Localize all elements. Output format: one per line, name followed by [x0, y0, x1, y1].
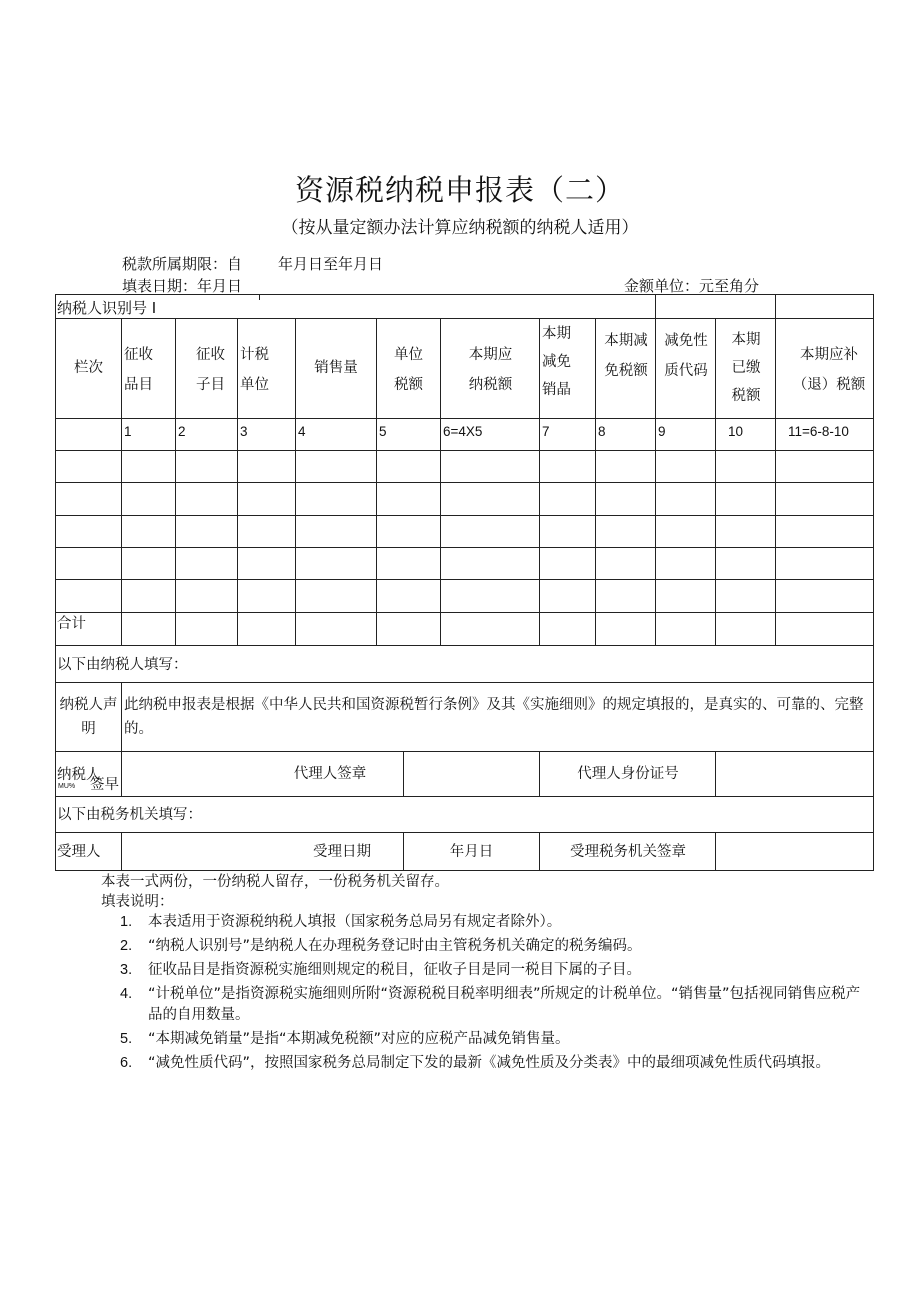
notes-list	[120, 912, 870, 1077]
note-index: 5.	[120, 1031, 133, 1047]
office-seal-label: 受理税务机关签章	[570, 844, 686, 860]
note-index: 3.	[120, 962, 133, 978]
period-label: 税款所属期限：自	[122, 255, 243, 273]
page-title: 资源税纳税申报表（二）	[294, 173, 625, 207]
amount-unit: 金额单位：元至角分	[624, 277, 760, 295]
notes-heading: 填表说明：	[101, 894, 174, 910]
col-num-1: 1	[124, 424, 132, 439]
col-num-3: 3	[240, 424, 248, 439]
receiver-label: 受理人	[57, 844, 101, 860]
header-exempt-code: 减免性质代码	[664, 333, 708, 379]
note-text: “计税单位”是指资源税实施细则所附“资源税税目税率明细表”所规定的计税单位。“销售量”包括视同销售应税产品的自用数量。	[148, 986, 861, 1023]
tax-office-fill-label: 以下由税务机关填写：	[57, 807, 202, 823]
header-exempt-tax: 本期减免税额	[604, 333, 648, 379]
taxpayer-sign-small: MU%	[58, 783, 76, 790]
agent-seal-label: 代理人签章	[293, 766, 367, 782]
total-label: 合计	[57, 616, 86, 632]
col-num-10: 10	[728, 424, 744, 439]
tick-mark	[259, 294, 260, 300]
header-exempt-sales: 本期减免销晶	[542, 326, 571, 398]
note-item	[120, 984, 870, 1026]
col-num-8: 8	[598, 424, 606, 439]
header-unit: 计税单位	[240, 347, 269, 393]
page-subtitle: （按从量定额办法计算应纳税额的纳税人适用）	[281, 218, 639, 238]
col-num-6: 6=4X5	[443, 424, 483, 439]
header-sales: 销售量	[314, 360, 358, 376]
declaration-label: 纳税人声明	[59, 697, 118, 737]
taxpayer-sign-text: 纳税人	[57, 767, 101, 783]
note-index: 4.	[120, 986, 133, 1002]
header-subitem: 征收子目	[196, 347, 225, 393]
col-num-7: 7	[542, 424, 550, 439]
note-index: 2.	[120, 938, 133, 954]
note-index: 6.	[120, 1055, 133, 1071]
taxpayer-id-label: 纳税人识别号 I	[57, 299, 157, 317]
header-refund: 本期应补（退）税额	[792, 347, 866, 393]
note-text: “减免性质代码”，按照国家税务总局制定下发的最新《减免性质及分类表》中的最细项减免性质代码填报。	[148, 1055, 831, 1071]
note-text: 本表适用于资源税纳税人填报（国家税务总局另有规定者除外）。	[148, 914, 562, 930]
taxpayer-fill-label: 以下由纳税人填写：	[57, 657, 188, 673]
header-unit-tax: 单位税额	[394, 347, 423, 393]
agent-id-label: 代理人身份证号	[577, 766, 679, 782]
col-num-9: 9	[658, 424, 666, 439]
note-item	[120, 912, 870, 933]
note-index: 1.	[120, 914, 133, 930]
header-item: 征收品目	[124, 347, 153, 393]
col-num-4: 4	[298, 424, 306, 439]
fill-date: 填表日期：年月日	[122, 277, 243, 295]
declaration-text: 此纳税申报表是根据《中华人民共和国资源税暂行条例》及其《实施细则》的规定填报的，是真实的、可靠的、完整的。	[124, 697, 864, 737]
note-text: “本期减免销量”是指“本期减免税额”对应的应税产品减免销售量。	[148, 1031, 570, 1047]
header-paid: 本期已缴税额	[731, 332, 761, 404]
header-payable: 本期应纳税额	[468, 347, 513, 393]
col-num-2: 2	[178, 424, 186, 439]
col-num-11: 11=6-8-10	[788, 424, 849, 439]
note-item	[120, 1053, 870, 1074]
note-item	[120, 1029, 870, 1050]
receive-date-value: 年月日	[449, 844, 494, 860]
period-value: 年月日至年月日	[278, 255, 384, 273]
note-text: 征收品目是指资源税实施细则规定的税目，征收子目是同一税目下属的子目。	[148, 962, 641, 978]
note-text: “纳税人识别号”是纳税人在办理税务登记时由主管税务机关确定的税务编码。	[148, 938, 642, 954]
note-item	[120, 936, 870, 957]
receive-date-label: 受理日期	[313, 844, 371, 860]
header-lanci: 栏次	[74, 360, 103, 376]
copies-note: 本表一式两份，一份纳税人留存，一份税务机关留存。	[101, 874, 449, 890]
col-num-5: 5	[379, 424, 387, 439]
note-item	[120, 960, 870, 981]
taxpayer-sign-tail: 签早	[90, 777, 119, 793]
